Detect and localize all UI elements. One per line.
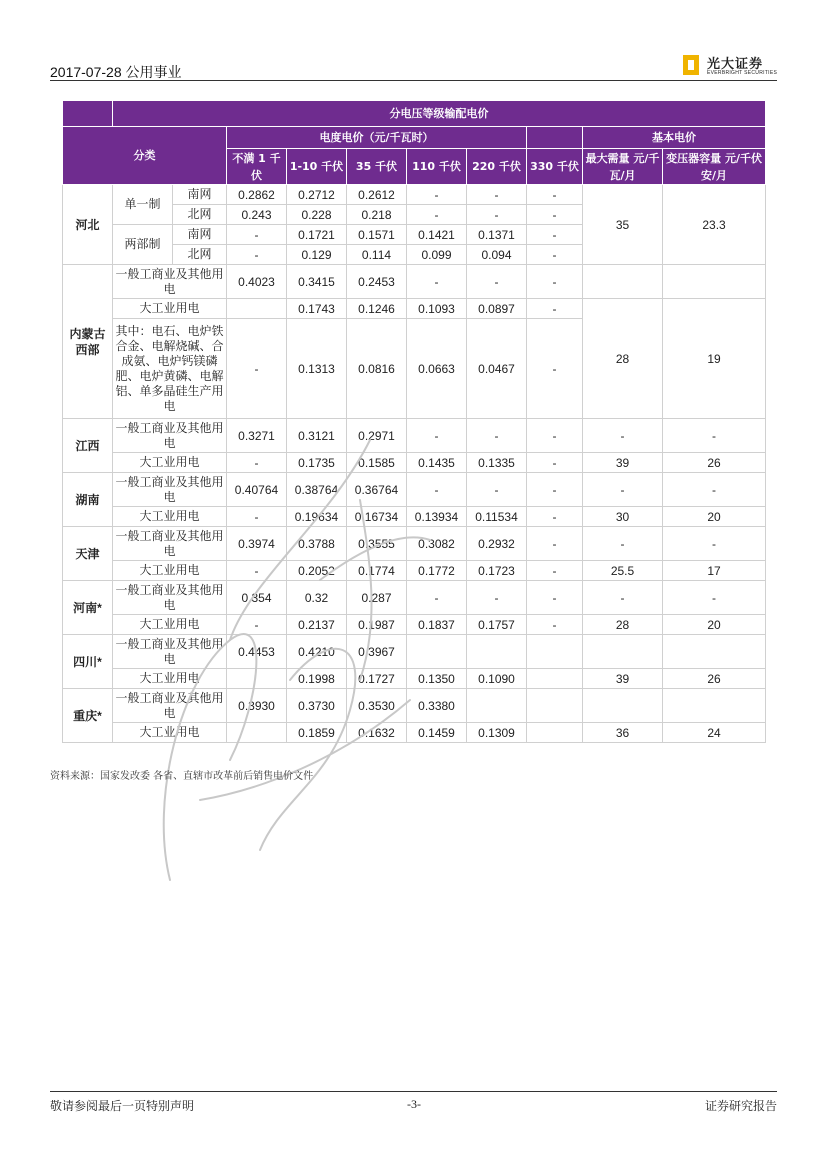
table-cell: - [527, 225, 583, 245]
table-cell: 20 [663, 507, 766, 527]
table-cell: 0.1772 [407, 561, 467, 581]
grid-label: 北网 [173, 245, 227, 265]
table-cell: 0.0663 [407, 319, 467, 419]
table-cell: 20 [663, 615, 766, 635]
logo-english-name: EVERBRIGHT SECURITIES [707, 70, 778, 76]
table-cell: - [407, 185, 467, 205]
energy-price-header: 电度电价（元/千瓦时） [227, 127, 527, 149]
table-cell: - [527, 581, 583, 615]
voltage-col-header: 220 千伏 [467, 149, 527, 185]
table-cell: 0.2453 [347, 265, 407, 299]
table-cell: 30 [583, 507, 663, 527]
table-cell: 0.1632 [347, 723, 407, 743]
table-cell: 0.2862 [227, 185, 287, 205]
table-row [63, 689, 766, 723]
table-cell: 0.354 [227, 581, 287, 615]
usage-category-label: 大工业用电 [113, 453, 227, 473]
province-cell: 湖南 [63, 473, 113, 527]
table-cell: - [467, 185, 527, 205]
table-cell: - [527, 299, 583, 319]
table-cell: - [527, 527, 583, 561]
table-cell: 0.1371 [467, 225, 527, 245]
table-cell: 0.1987 [347, 615, 407, 635]
usage-category-label: 大工业用电 [113, 615, 227, 635]
table-cell [663, 635, 766, 669]
province-cell: 四川* [63, 635, 113, 689]
usage-category-label: 大工业用电 [113, 669, 227, 689]
usage-category-label: 一般工商业及其他用电 [113, 473, 227, 507]
table-cell: 0.1859 [287, 723, 347, 743]
table-cell: 0.3271 [227, 419, 287, 453]
table-cell [227, 299, 287, 319]
table-row [63, 527, 766, 561]
tariff-table [62, 100, 766, 743]
table-cell: 0.218 [347, 205, 407, 225]
table-cell: - [527, 245, 583, 265]
usage-category-label: 其中：电石、电炉铁合金、电解烧碱、合成氨、电炉钙镁磷肥、电炉黄磷、电解铝、单多晶硅生产用电 [113, 319, 227, 419]
category-header: 分类 [63, 127, 227, 185]
report-type: 证券研究报告 [704, 1099, 777, 1113]
table-row [63, 453, 766, 473]
table-title: 分电压等级输配电价 [113, 101, 766, 127]
table-cell: - [407, 419, 467, 453]
report-date-sector: 2017-07-28 公用事业 [50, 64, 182, 80]
table-cell: 0.1459 [407, 723, 467, 743]
table-cell: 0.16734 [347, 507, 407, 527]
table-cell [227, 723, 287, 743]
disclaimer-notice: 敬请参阅最后一页特别声明 [50, 1099, 195, 1113]
table-cell: 0.38764 [287, 473, 347, 507]
table-cell: 0.13934 [407, 507, 467, 527]
table-cell: 0.36764 [347, 473, 407, 507]
table-cell: 25.5 [583, 561, 663, 581]
table-cell: - [527, 507, 583, 527]
table-cell: 0.2612 [347, 185, 407, 205]
table-cell: 0.114 [347, 245, 407, 265]
table-cell: 0.3967 [347, 635, 407, 669]
table-cell: 0.40764 [227, 473, 287, 507]
table-cell: 39 [583, 669, 663, 689]
basic-col-header: 变压器容量 元/千伏安/月 [663, 149, 766, 185]
province-cell: 重庆* [63, 689, 113, 743]
table-cell: - [527, 185, 583, 205]
table-cell: - [527, 473, 583, 507]
voltage-col-header: 不满 1 千伏 [227, 149, 287, 185]
table-cell: 0.243 [227, 205, 287, 225]
usage-category-label: 一般工商业及其他用电 [113, 689, 227, 723]
table-cell: 0.1757 [467, 615, 527, 635]
table-row [63, 615, 766, 635]
table-cell: 35 [583, 185, 663, 265]
table-cell: 36 [583, 723, 663, 743]
table-cell: 0.287 [347, 581, 407, 615]
table-cell: 0.1743 [287, 299, 347, 319]
page-number: -3- [407, 1097, 421, 1111]
table-cell: 0.2052 [287, 561, 347, 581]
table-cell: - [583, 581, 663, 615]
voltage-col-header: 110 千伏 [407, 149, 467, 185]
table-cell: 0.2137 [287, 615, 347, 635]
table-cell: - [583, 527, 663, 561]
table-row [63, 561, 766, 581]
table-cell: 0.32 [287, 581, 347, 615]
table-cell: 0.3380 [407, 689, 467, 723]
table-row [63, 507, 766, 527]
source-note: 资料来源：国家发改委 各省、直辖市改革前后销售电价文件 [50, 771, 314, 782]
table-cell: 0.1421 [407, 225, 467, 245]
company-logo [683, 53, 783, 77]
table-cell: - [407, 581, 467, 615]
table-cell: 0.3082 [407, 527, 467, 561]
tariff-type-label: 两部制 [113, 225, 173, 265]
table-row [63, 581, 766, 615]
province-cell: 内蒙古西部 [63, 265, 113, 419]
table-cell [467, 689, 527, 723]
table-cell: - [227, 615, 287, 635]
table-cell [663, 265, 766, 299]
table-cell: 0.1585 [347, 453, 407, 473]
table-cell [663, 689, 766, 723]
voltage-col-header: 1-10 千伏 [287, 149, 347, 185]
table-cell: - [467, 265, 527, 299]
table-row [63, 669, 766, 689]
table-cell: 0.1246 [347, 299, 407, 319]
table-cell: 39 [583, 453, 663, 473]
table-cell [527, 635, 583, 669]
province-cell: 河北 [63, 185, 113, 265]
table-row [63, 473, 766, 507]
voltage-col-header: 35 千伏 [347, 149, 407, 185]
table-cell: 19 [663, 299, 766, 419]
table-cell: 0.1335 [467, 453, 527, 473]
table-cell: 0.1090 [467, 669, 527, 689]
province-cell: 江西 [63, 419, 113, 473]
table-cell: 0.3530 [347, 689, 407, 723]
table-cell: 0.1093 [407, 299, 467, 319]
table-cell [527, 689, 583, 723]
usage-category-label: 一般工商业及其他用电 [113, 419, 227, 453]
table-cell: - [467, 419, 527, 453]
usage-category-label: 大工业用电 [113, 299, 227, 319]
table-cell: - [407, 265, 467, 299]
table-cell [407, 635, 467, 669]
table-cell: 0.228 [287, 205, 347, 225]
table-cell: - [227, 225, 287, 245]
table-cell: 0.3788 [287, 527, 347, 561]
usage-category-label: 大工业用电 [113, 507, 227, 527]
logo-chinese-name: 光大证券 [707, 57, 764, 72]
table-cell: 26 [663, 453, 766, 473]
table-cell: 24 [663, 723, 766, 743]
table-cell: - [527, 453, 583, 473]
table-cell: 0.2932 [467, 527, 527, 561]
logo-mark-icon [683, 55, 699, 75]
table-cell: 0.1727 [347, 669, 407, 689]
table-cell: 0.1571 [347, 225, 407, 245]
table-cell: - [527, 615, 583, 635]
table-cell: - [527, 265, 583, 299]
table-cell: - [663, 581, 766, 615]
table-corner [63, 101, 113, 127]
table-cell: 0.11534 [467, 507, 527, 527]
table-cell: 0.1350 [407, 669, 467, 689]
province-cell: 河南* [63, 581, 113, 635]
table-cell: 23.3 [663, 185, 766, 265]
table-cell: 0.3415 [287, 265, 347, 299]
footer-divider [50, 1091, 777, 1092]
grid-label: 南网 [173, 225, 227, 245]
table-cell: 0.1723 [467, 561, 527, 581]
table-cell: 28 [583, 615, 663, 635]
table-cell: - [583, 473, 663, 507]
table-row [63, 635, 766, 669]
table-cell: 0.3974 [227, 527, 287, 561]
table-cell: - [407, 205, 467, 225]
table-cell: 0.0467 [467, 319, 527, 419]
table-cell: 0.1735 [287, 453, 347, 473]
table-cell [583, 265, 663, 299]
table-cell: 0.1998 [287, 669, 347, 689]
tariff-type-label: 单一制 [113, 185, 173, 225]
table-cell: - [407, 473, 467, 507]
table-cell [527, 669, 583, 689]
province-cell: 天津 [63, 527, 113, 581]
table-cell: - [663, 527, 766, 561]
usage-category-label: 一般工商业及其他用电 [113, 635, 227, 669]
table-row [63, 723, 766, 743]
table-cell: 0.0816 [347, 319, 407, 419]
table-cell: 26 [663, 669, 766, 689]
table-cell: 0.3930 [227, 689, 287, 723]
table-cell [467, 635, 527, 669]
table-cell: 0.3730 [287, 689, 347, 723]
basic-col-header: 最大需量 元/千瓦/月 [583, 149, 663, 185]
table-cell: 0.4453 [227, 635, 287, 669]
table-cell [227, 669, 287, 689]
voltage-col-header: 330 千伏 [527, 149, 583, 185]
usage-category-label: 一般工商业及其他用电 [113, 527, 227, 561]
table-cell: - [227, 245, 287, 265]
table-cell: - [527, 205, 583, 225]
table-cell: 0.4023 [227, 265, 287, 299]
table-cell: - [467, 205, 527, 225]
table-cell: - [527, 561, 583, 581]
table-cell: - [527, 319, 583, 419]
table-cell: - [467, 581, 527, 615]
table-cell: 0.0897 [467, 299, 527, 319]
table-cell: - [227, 507, 287, 527]
table-cell: 0.2971 [347, 419, 407, 453]
province-rows [63, 419, 766, 743]
usage-category-label: 一般工商业及其他用电 [113, 265, 227, 299]
table-cell: 0.1309 [467, 723, 527, 743]
table-cell: 0.099 [407, 245, 467, 265]
grid-label: 北网 [173, 205, 227, 225]
table-cell [527, 723, 583, 743]
blank-header [527, 127, 583, 149]
table-cell: 0.19634 [287, 507, 347, 527]
grid-label: 南网 [173, 185, 227, 205]
header-divider [50, 80, 777, 81]
table-cell: - [663, 419, 766, 453]
table-cell: - [527, 419, 583, 453]
table-cell: 0.3121 [287, 419, 347, 453]
table-cell: - [467, 473, 527, 507]
table-cell: 0.2712 [287, 185, 347, 205]
basic-price-header: 基本电价 [583, 127, 766, 149]
table-cell: 0.1313 [287, 319, 347, 419]
table-cell: 0.1435 [407, 453, 467, 473]
table-cell: 17 [663, 561, 766, 581]
table-cell: 0.1774 [347, 561, 407, 581]
table-cell [583, 689, 663, 723]
table-row [63, 419, 766, 453]
table-cell: 0.094 [467, 245, 527, 265]
table-cell [583, 635, 663, 669]
table-cell: 0.129 [287, 245, 347, 265]
usage-category-label: 大工业用电 [113, 723, 227, 743]
table-cell: 0.4210 [287, 635, 347, 669]
table-cell: - [227, 561, 287, 581]
table-cell: - [663, 473, 766, 507]
table-cell: - [583, 419, 663, 453]
table-cell: 28 [583, 299, 663, 419]
table-cell: 0.3555 [347, 527, 407, 561]
table-cell: 0.1837 [407, 615, 467, 635]
table-cell: 0.1721 [287, 225, 347, 245]
usage-category-label: 大工业用电 [113, 561, 227, 581]
table-cell: - [227, 453, 287, 473]
usage-category-label: 一般工商业及其他用电 [113, 581, 227, 615]
table-cell: - [227, 319, 287, 419]
